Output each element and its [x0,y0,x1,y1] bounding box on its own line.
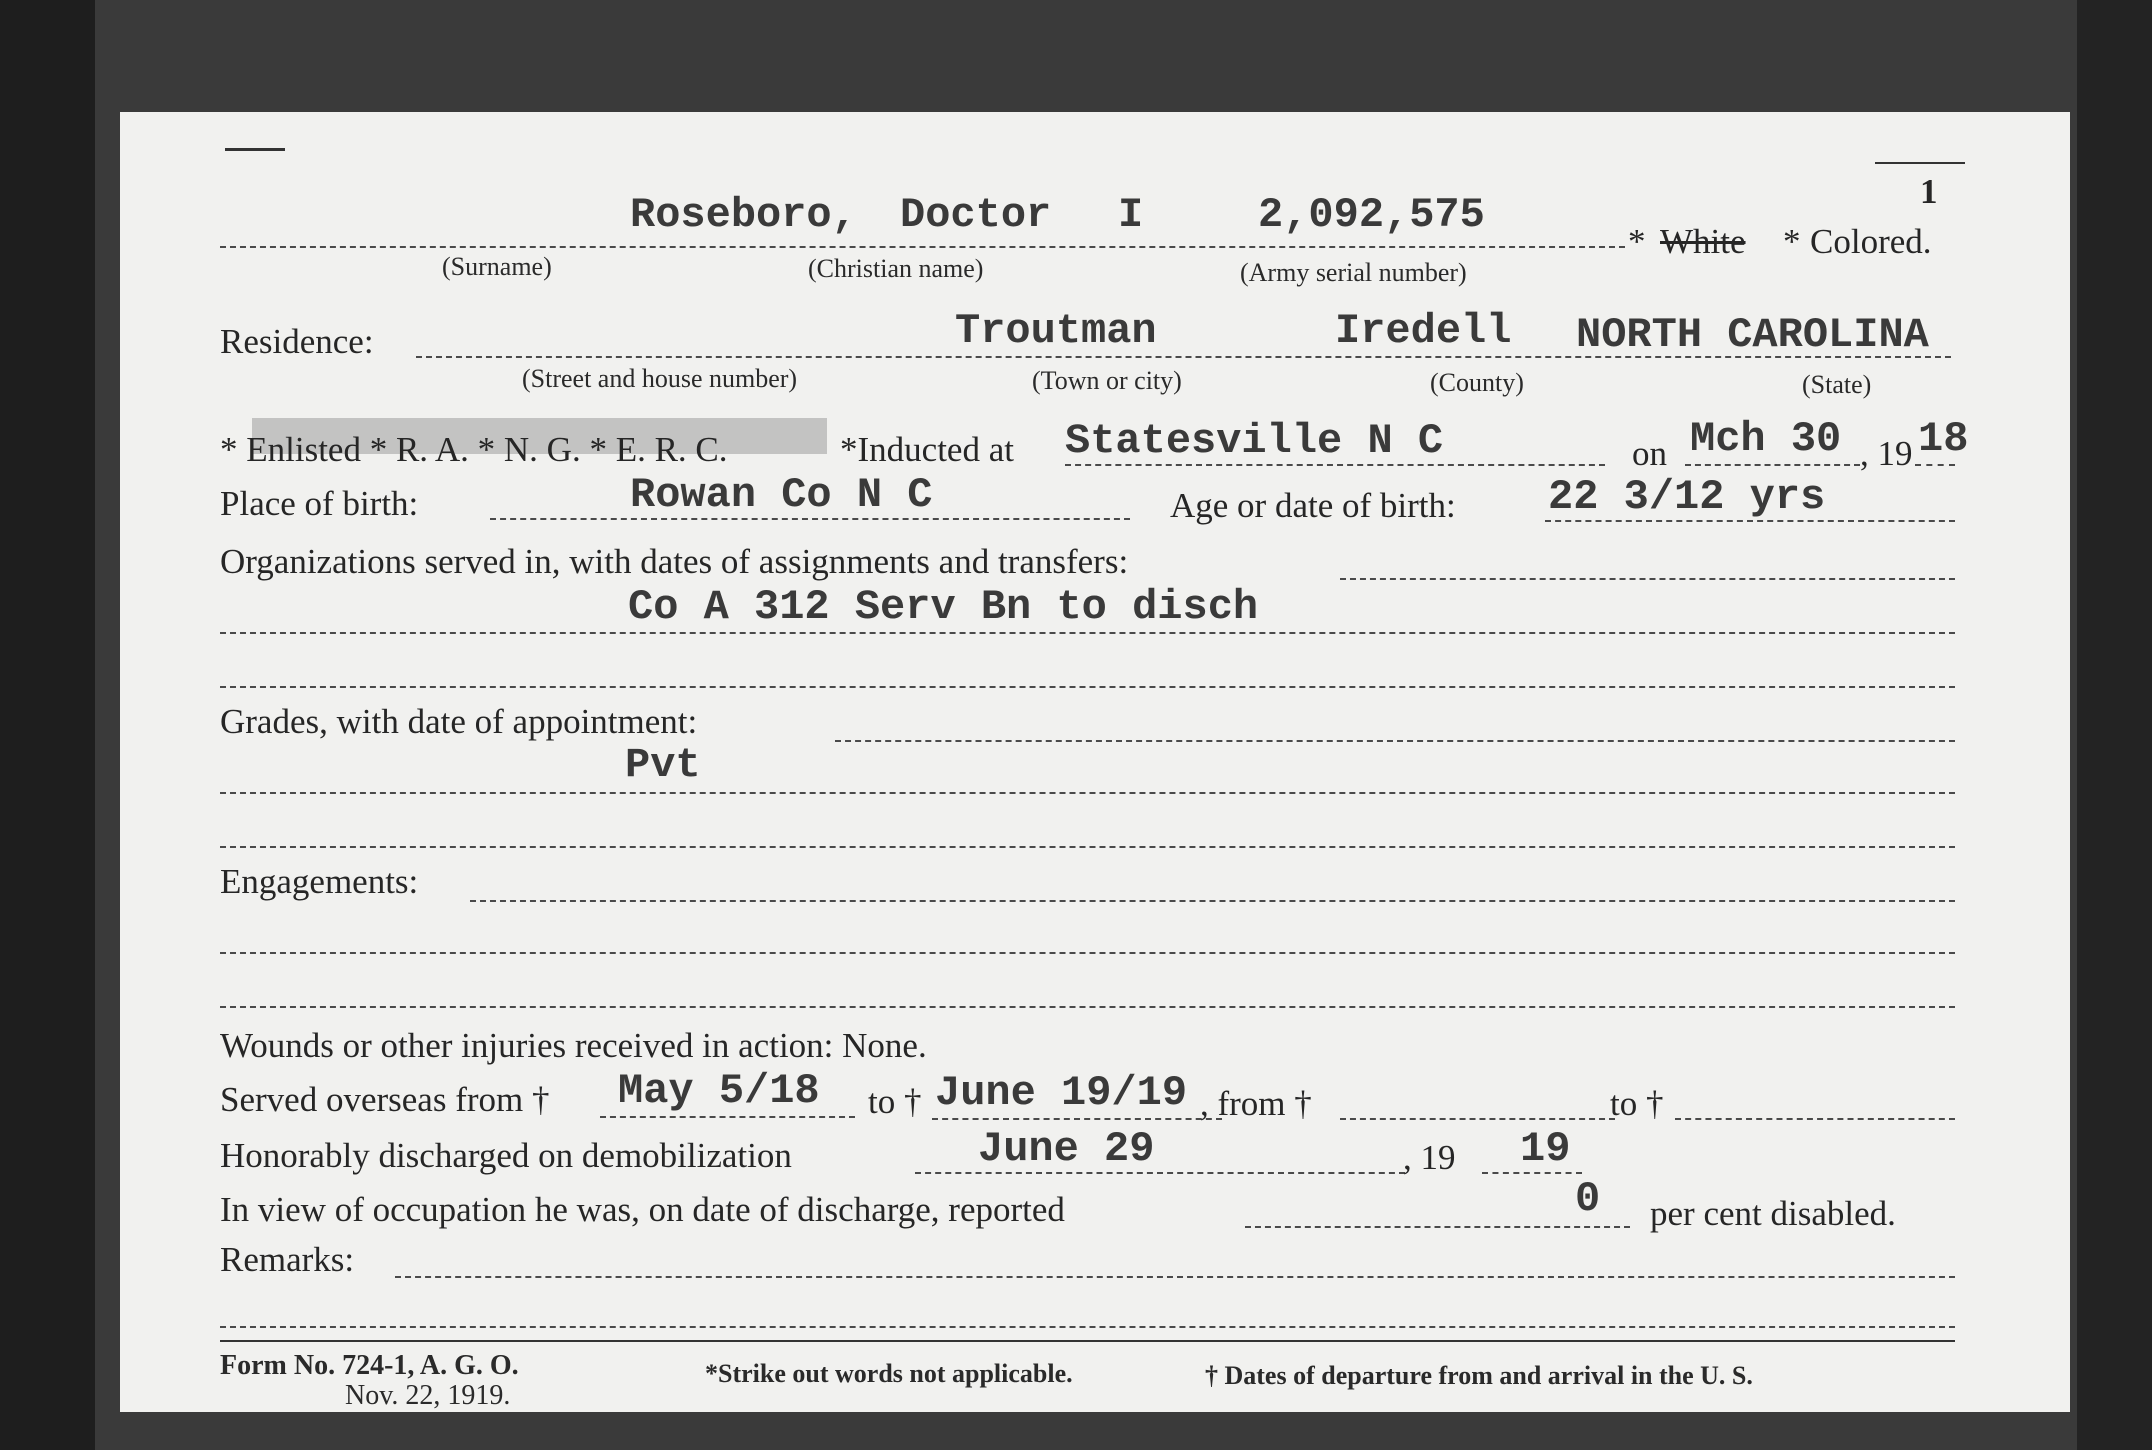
caption-serial-number: (Army serial number) [1240,258,1467,287]
residence-town-value: Troutman [955,307,1157,355]
organizations-rule-1 [1340,578,1955,580]
organizations-label: Organizations served in, with dates of assignments and transfers: [220,542,1129,581]
overseas-to-label-2: to † [1610,1084,1664,1123]
engagements-rule-2 [220,952,1955,954]
caption-street: (Street and house number) [522,364,798,393]
serial-number-value: 2,092,575 [1258,191,1485,239]
caption-town: (Town or city) [1032,366,1182,395]
overseas-to-label: to † [868,1082,922,1121]
overseas-to-rule-2 [1675,1118,1955,1120]
header-rule [220,246,1625,248]
on-label: on [1632,434,1667,473]
discharge-year-prefix: , 19 [1403,1138,1456,1177]
scan-border-right [2077,0,2152,1450]
residence-county-value: Iredell [1335,307,1512,355]
overseas-from-rule-2 [1340,1118,1615,1120]
discharge-year-value: 19 [1520,1125,1571,1173]
form-number: Form No. 724-1, A. G. O. [220,1350,519,1381]
caption-christian-name: (Christian name) [808,254,984,283]
caption-state: (State) [1802,370,1872,399]
overseas-from-value: May 5/18 [618,1067,820,1115]
disability-percent-value: 0 [1575,1175,1601,1223]
race-white-option: White [1660,222,1746,261]
overseas-to-value: June 19/19 [935,1069,1188,1117]
disability-label: In view of occupation he was, on date of discharge, reported [220,1190,1065,1229]
race-white-prefix: * [1628,222,1646,261]
organizations-rule-3 [220,686,1955,688]
grades-rule-2 [220,792,1955,794]
discharge-label: Honorably discharged on demobilization [220,1136,792,1175]
engagements-rule-1 [470,900,1955,902]
footnote-strike-out: *Strike out words not applicable. [705,1359,1073,1388]
form-date: Nov. 22, 1919. [345,1380,511,1411]
service-record-card [120,112,2070,1412]
race-colored-option: Colored. [1810,222,1932,261]
inducted-rule [1065,464,1605,466]
inducted-label: *Inducted at [840,430,1014,469]
grades-value: Pvt [625,741,701,789]
race-colored-prefix: * [1783,222,1801,261]
organizations-value: Co A 312 Serv Bn to disch [628,583,1259,631]
engagements-label: Engagements: [220,862,419,901]
remarks-rule-1 [395,1276,1955,1278]
age-value: 22 3/12 yrs [1548,473,1826,521]
grades-rule-1 [835,740,1955,742]
christian-name-value: Doctor [900,191,1052,239]
caption-county: (County) [1430,368,1524,397]
discharge-date-value: June 29 [978,1125,1155,1173]
overseas-from-label-2: , from † [1200,1084,1312,1123]
inducted-place-value: Statesville N C [1065,417,1444,465]
place-of-birth-value: Rowan Co N C [630,471,933,519]
induction-date-value: Mch 30 [1690,415,1842,463]
overseas-label: Served overseas from † [220,1080,550,1119]
place-of-birth-label: Place of birth: [220,484,419,523]
organizations-rule-2 [220,632,1955,634]
surname-value: Roseboro, [630,191,857,239]
overseas-to-rule [932,1118,1222,1120]
middle-initial-value: I [1118,191,1144,239]
residence-state-value: NORTH CAROLINA [1576,311,1929,359]
footer-divider [220,1340,1955,1342]
induction-date-rule [1685,464,1860,466]
overseas-from-rule [600,1116,855,1118]
card-number: 1 [1920,172,1938,211]
scan-border-left [0,0,95,1450]
induction-year-value: 18 [1918,415,1969,463]
caption-surname: (Surname) [442,252,552,281]
disability-rule [1245,1226,1630,1228]
remarks-label: Remarks: [220,1240,355,1279]
enlistment-options: * Enlisted * R. A. * N. G. * E. R. C. [220,430,728,469]
grades-rule-3 [220,846,1955,848]
top-left-mark [225,148,285,151]
footnote-dates: † Dates of departure from and arrival in the U. S. [1205,1361,1753,1390]
remarks-rule-2 [220,1326,1955,1328]
engagements-rule-3 [220,1006,1955,1008]
age-label: Age or date of birth: [1170,486,1456,525]
disability-suffix: per cent disabled. [1650,1194,1896,1233]
residence-label: Residence: [220,322,374,361]
card-number-rule [1875,162,1965,164]
induction-year-rule [1915,464,1955,466]
grades-label: Grades, with date of appointment: [220,702,698,741]
wounds-label: Wounds or other injuries received in action: None. [220,1026,927,1065]
induction-year-prefix: , 19 [1860,434,1913,473]
